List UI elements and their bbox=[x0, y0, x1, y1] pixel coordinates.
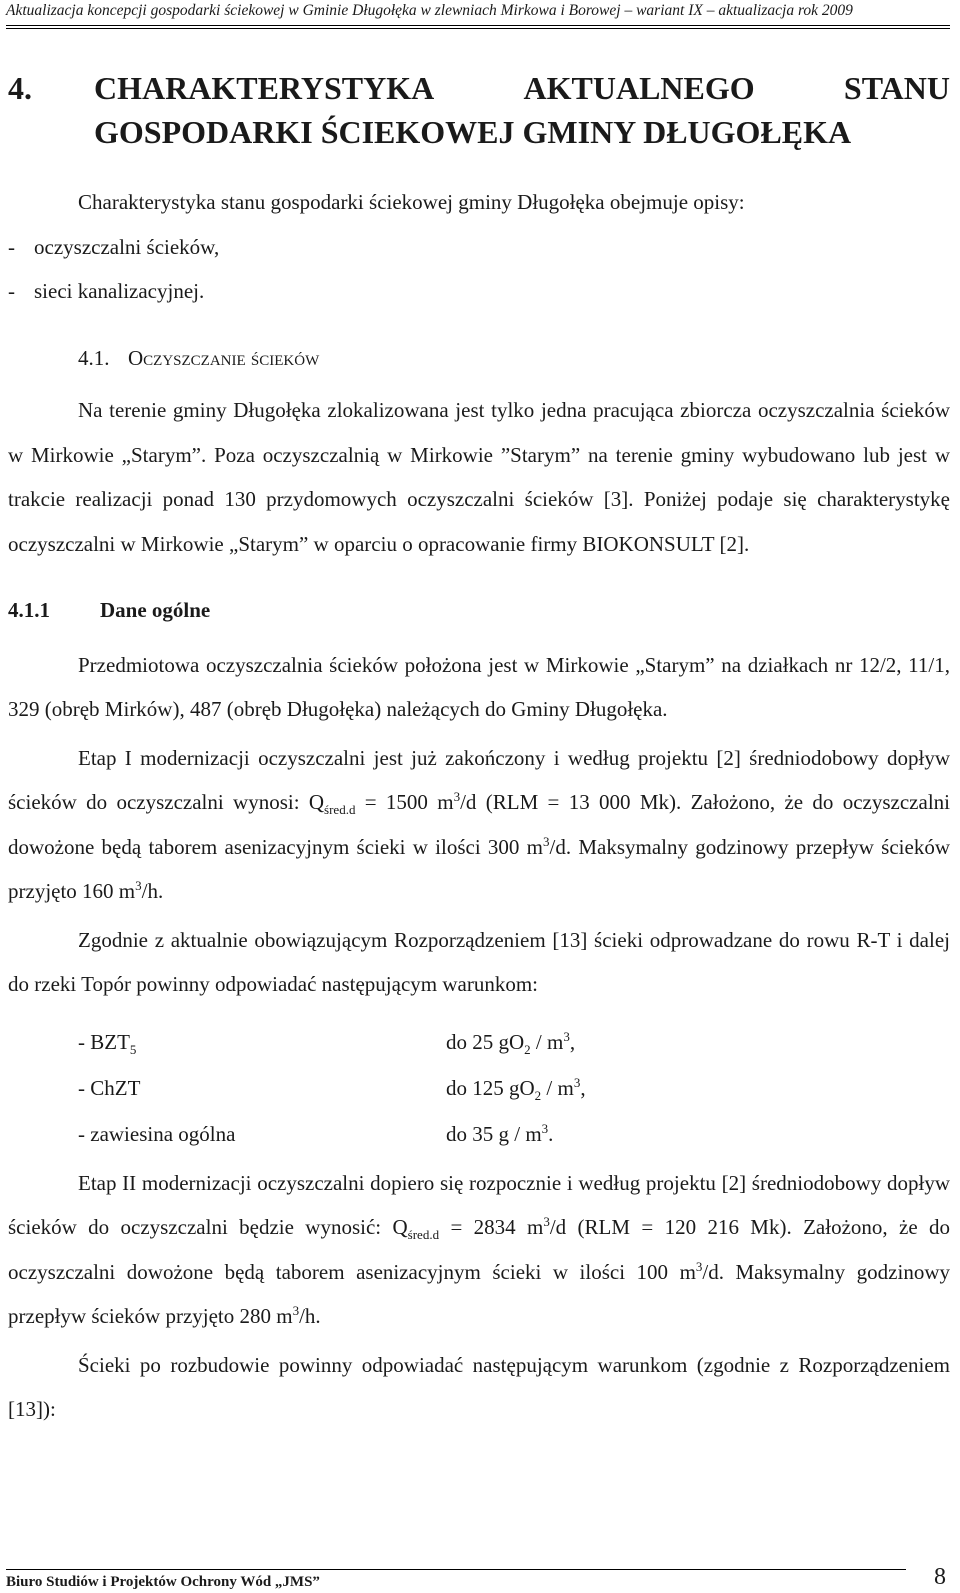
list-dash: - bbox=[8, 234, 15, 259]
text-run: /d (RLM = 120 216 Mk). Założono, że do oczyszczalni dowożone będą taborem asenizacyjnym ścieki w ilości 100 m bbox=[8, 1215, 950, 1284]
subscript: śred.d bbox=[324, 802, 356, 818]
intro-text: Charakterystyka stanu gospodarki ściekowej gminy Długołęka obejmuje opisy: bbox=[78, 190, 745, 214]
superscript: 3 bbox=[453, 789, 461, 804]
paragraph-stage-2 bbox=[8, 1161, 950, 1339]
text-run: , bbox=[580, 1075, 586, 1100]
condition-value bbox=[446, 1065, 586, 1111]
text-run: do 25 gO bbox=[446, 1029, 525, 1054]
text-run: / m bbox=[509, 1121, 542, 1146]
text-run: / m bbox=[541, 1075, 574, 1100]
list-item bbox=[8, 269, 950, 314]
paragraph-stage-1 bbox=[8, 736, 950, 914]
condition-row bbox=[78, 1019, 950, 1065]
chapter-title-word: CHARAKTERYSTYKA bbox=[94, 70, 435, 106]
chapter-title-line2: GOSPODARKI ŚCIEKOWEJ GMINY DŁUGOŁĘKA bbox=[94, 114, 852, 150]
page-number: 8 bbox=[934, 1564, 946, 1590]
text-run: - zawiesina ogólna bbox=[78, 1121, 236, 1146]
condition-row bbox=[78, 1065, 950, 1111]
superscript: 3 bbox=[573, 1074, 581, 1090]
text-run: = 1500 m bbox=[355, 790, 454, 814]
text-run: do 35 g bbox=[446, 1121, 509, 1146]
subscript: 2 bbox=[534, 1087, 542, 1103]
text-run: do 125 gO bbox=[446, 1075, 535, 1100]
running-header: Aktualizacja koncepcji gospodarki ściekowej w Gminie Długołęka w zlewniach Mirkowa i Borowej – wariant IX – aktualizacja rok 2009 bbox=[6, 2, 853, 19]
chapter-title-line1 bbox=[94, 66, 950, 110]
superscript: 3 bbox=[292, 1303, 300, 1318]
section-paragraph: Na terenie gminy Długołęka zlokalizowana jest tylko jedna pracująca zbiorcza oczyszczalnia ścieków w Mirkowie „Starym”. Poza oczyszczalnią w Mirkowie ”Starym” na terenie gminy wybudowano lub jest w trakcie realizacji ponad 130 przydomowych oczyszczalni ścieków [3]. Poniżej podaje się charakterystykę oczyszczalni w Mirkowie „Starym” w oparciu o opracowanie firmy BIOKONSULT [2]. bbox=[8, 398, 950, 556]
list-dash: - bbox=[8, 279, 15, 303]
text-run: /d (RLM = 13 000 Mk). Założono, że do oczyszczalni dowożone będą taborem asenizacyjnym ścieki w ilości 300 m bbox=[8, 790, 950, 859]
chapter-heading bbox=[8, 66, 950, 154]
text-run: /d. Maksymalny godzinowy przepływ ścieków przyjęto 280 m bbox=[8, 1259, 950, 1328]
superscript: 3 bbox=[541, 1120, 549, 1136]
superscript: 3 bbox=[695, 1258, 703, 1274]
list-item bbox=[8, 225, 950, 270]
header-rule bbox=[6, 25, 950, 26]
list-item-text: sieci kanalizacyjnej. bbox=[34, 279, 205, 303]
chapter-title-word: AKTUALNEGO bbox=[523, 70, 755, 106]
text-run: . bbox=[548, 1121, 554, 1146]
section-number: 4.1. bbox=[78, 345, 110, 370]
subscript: 5 bbox=[129, 1041, 137, 1057]
text-run: Etap II modernizacji oczyszczalni dopiero się rozpocznie i według projektu [2] średniodobowy dopływ ścieków do oczyszczalni będzie wynosić: Q bbox=[8, 1170, 950, 1239]
superscript: 3 bbox=[543, 833, 550, 849]
subsection-title: Dane ogólne bbox=[100, 598, 211, 622]
subscript: 2 bbox=[524, 1041, 531, 1057]
header-rule-double bbox=[6, 28, 950, 29]
section-title: Oczyszczanie ścieków bbox=[128, 345, 320, 370]
chapter-title-word: STANU bbox=[843, 70, 950, 106]
condition-row bbox=[78, 1111, 950, 1157]
superscript: 3 bbox=[135, 878, 142, 893]
paragraph-location: Przedmiotowa oczyszczalnia ścieków położona jest w Mirkowie „Starym” na działkach nr 12/2, 11/1, 329 (obręb Mirków), 487 (obręb Długołęka) należących do Gminy Długołęka. bbox=[8, 652, 950, 721]
text-run: / m bbox=[530, 1029, 564, 1054]
condition-value bbox=[446, 1111, 553, 1157]
conditions-list bbox=[8, 1019, 950, 1157]
paragraph-regulation: Zgodnie z aktualnie obowiązującym Rozporządzeniem [13] ścieki odprowadzane do rowu R-T i dalej do rzeki Topór powinny odpowiadać następującym warunkom: bbox=[8, 927, 950, 996]
text-run: Etap I modernizacji oczyszczalni jest już zakończony i według projektu [2] średniodobowy dopływ ścieków do oczyszczalni wynosi: Q bbox=[8, 745, 950, 814]
condition-value bbox=[446, 1019, 575, 1065]
condition-name bbox=[78, 1065, 446, 1111]
chapter-number: 4. bbox=[8, 70, 32, 106]
text-run: = 2834 m bbox=[439, 1215, 544, 1239]
section-heading bbox=[8, 336, 950, 381]
paragraph-after-expansion: Ścieki po rozbudowie powinny odpowiadać następującym warunkom (zgodnie z Rozporządzeniem [13]): bbox=[8, 1352, 950, 1421]
condition-name bbox=[78, 1019, 446, 1065]
text-run: /d. Maksymalny godzinowy przepływ ścieków przyjęto 160 m bbox=[8, 834, 950, 903]
subsection-number: 4.1.1 bbox=[8, 598, 50, 622]
text-run: , bbox=[569, 1029, 576, 1054]
subsection-heading bbox=[8, 588, 950, 633]
main-content bbox=[8, 66, 950, 1432]
list-item-text: oczyszczalni ścieków, bbox=[34, 234, 220, 259]
superscript: 3 bbox=[543, 1214, 550, 1229]
subscript: śred.d bbox=[407, 1227, 440, 1243]
condition-name bbox=[78, 1111, 446, 1157]
text-run: - BZT bbox=[78, 1029, 130, 1054]
superscript: 3 bbox=[563, 1028, 570, 1044]
footer-rule bbox=[6, 1569, 906, 1570]
text-run: /h. bbox=[299, 1304, 321, 1328]
footer-company: Biuro Studiów i Projektów Ochrony Wód „JMS” bbox=[6, 1574, 320, 1590]
text-run: /h. bbox=[141, 879, 164, 903]
text-run: - ChZT bbox=[78, 1075, 141, 1100]
